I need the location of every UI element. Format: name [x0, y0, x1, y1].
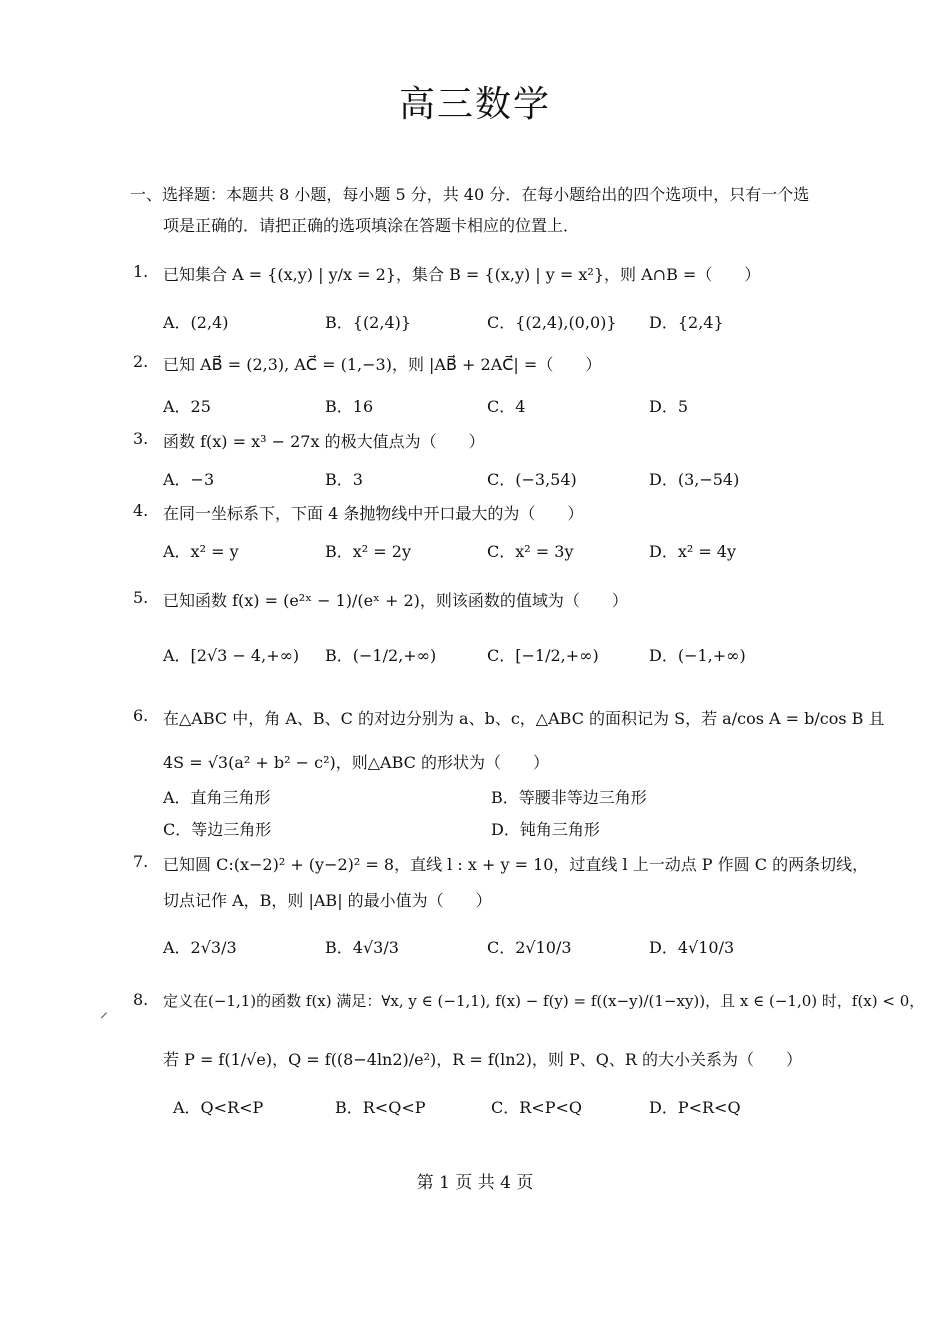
- question-number: 7.: [133, 852, 149, 871]
- option-a: A．x² = y: [163, 542, 239, 561]
- option-c: C．4: [487, 397, 526, 416]
- page-title: 高三数学: [398, 84, 551, 125]
- option-d: D．(−1,+∞): [649, 646, 746, 665]
- question-number: 3.: [133, 429, 149, 448]
- option-a: A．−3: [163, 470, 215, 489]
- section-instructions-line2: 项是正确的．请把正确的选项填涂在答题卡相应的位置上．: [163, 216, 580, 235]
- question-text: 在同一坐标系下，下面 4 条抛物线中开口最大的为（ ）: [163, 504, 584, 523]
- option-c: C．x² = 3y: [487, 542, 574, 561]
- option-b: B．16: [325, 397, 374, 416]
- option-b: B．(−1/2,+∞): [325, 646, 437, 665]
- option-a: A．直角三角形: [163, 788, 271, 807]
- option-d: D．P<R<Q: [649, 1098, 741, 1117]
- pen-mark: ⸝: [100, 1002, 109, 1021]
- question-text: 函数 f(x) = x³ − 27x 的极大值点为（ ）: [163, 432, 485, 451]
- option-d: D．5: [649, 397, 689, 416]
- option-a: A．25: [163, 397, 211, 416]
- option-c: C．{(2,4),(0,0)}: [487, 313, 617, 332]
- option-c: C．等边三角形: [163, 820, 272, 839]
- question-text-continued: 若 P = f(1/√e)，Q = f((8−4ln2)/e²)，R = f(ln2)，则 P、Q、R 的大小关系为（ ）: [163, 1050, 803, 1069]
- option-b: B．{(2,4)}: [325, 313, 412, 332]
- option-d: D．钝角三角形: [491, 820, 600, 839]
- question-number: 4.: [133, 501, 149, 520]
- option-d: D．{2,4}: [649, 313, 724, 332]
- option-b: B．4√3/3: [325, 938, 399, 957]
- option-a: A．Q<R<P: [173, 1098, 264, 1117]
- option-b: B．等腰非等边三角形: [491, 788, 647, 807]
- question-text: 定义在(−1,1)的函数 f(x) 满足：∀x, y ∈ (−1,1), f(x) − f(y) = f((x−y)/(1−xy))，且 x ∈ (−1,0) 时，f(x) < 0，: [163, 992, 925, 1010]
- question-text: 已知函数 f(x) = (e²ˣ − 1)/(eˣ + 2)，则该函数的值域为（ ）: [163, 591, 628, 610]
- page-footer: 第 1 页 共 4 页: [416, 1173, 534, 1193]
- question-text: 在△ABC 中，角 A、B、C 的对边分别为 a、b、c，△ABC 的面积记为 S，若 a/cos A = b/cos B 且: [163, 709, 885, 728]
- option-b: B．3: [325, 470, 363, 489]
- option-d: D．x² = 4y: [649, 542, 737, 561]
- question-text: 已知 AB⃗ = (2,3), AC⃗ = (1,−3)，则 |AB⃗ + 2AC⃗| =（ ）: [163, 355, 602, 374]
- option-a: A．(2,4): [163, 313, 229, 332]
- option-c: C．R<P<Q: [491, 1098, 582, 1117]
- question-number: 8.: [133, 990, 149, 1009]
- option-b: B．x² = 2y: [325, 542, 411, 561]
- question-text-continued: 切点记作 A，B，则 |AB| 的最小值为（ ）: [163, 891, 492, 910]
- section-instructions-line1: 一、选择题：本题共 8 小题，每小题 5 分，共 40 分．在每小题给出的四个选项中，只有一个选: [130, 185, 810, 204]
- question-number: 6.: [133, 706, 149, 725]
- option-d: D．4√10/3: [649, 938, 735, 957]
- option-c: C．[−1/2,+∞): [487, 646, 599, 665]
- option-c: C．2√10/3: [487, 938, 572, 957]
- option-a: A．[2√3 − 4,+∞): [163, 646, 300, 665]
- question-text-continued: 4S = √3(a² + b² − c²)，则△ABC 的形状为（ ）: [163, 753, 549, 772]
- option-d: D．(3,−54): [649, 470, 740, 489]
- option-b: B．R<Q<P: [335, 1098, 426, 1117]
- option-c: C．(−3,54): [487, 470, 577, 489]
- question-number: 1.: [133, 262, 149, 281]
- question-text: 已知圆 C:(x−2)² + (y−2)² = 8，直线 l : x + y = 10，过直线 l 上一动点 P 作圆 C 的两条切线，: [163, 855, 869, 874]
- question-number: 2.: [133, 352, 149, 371]
- question-number: 5.: [133, 588, 149, 607]
- option-a: A．2√3/3: [163, 938, 237, 957]
- question-text: 已知集合 A = {(x,y) | y/x = 2}，集合 B = {(x,y) | y = x²}，则 A∩B =（ ）: [163, 265, 761, 284]
